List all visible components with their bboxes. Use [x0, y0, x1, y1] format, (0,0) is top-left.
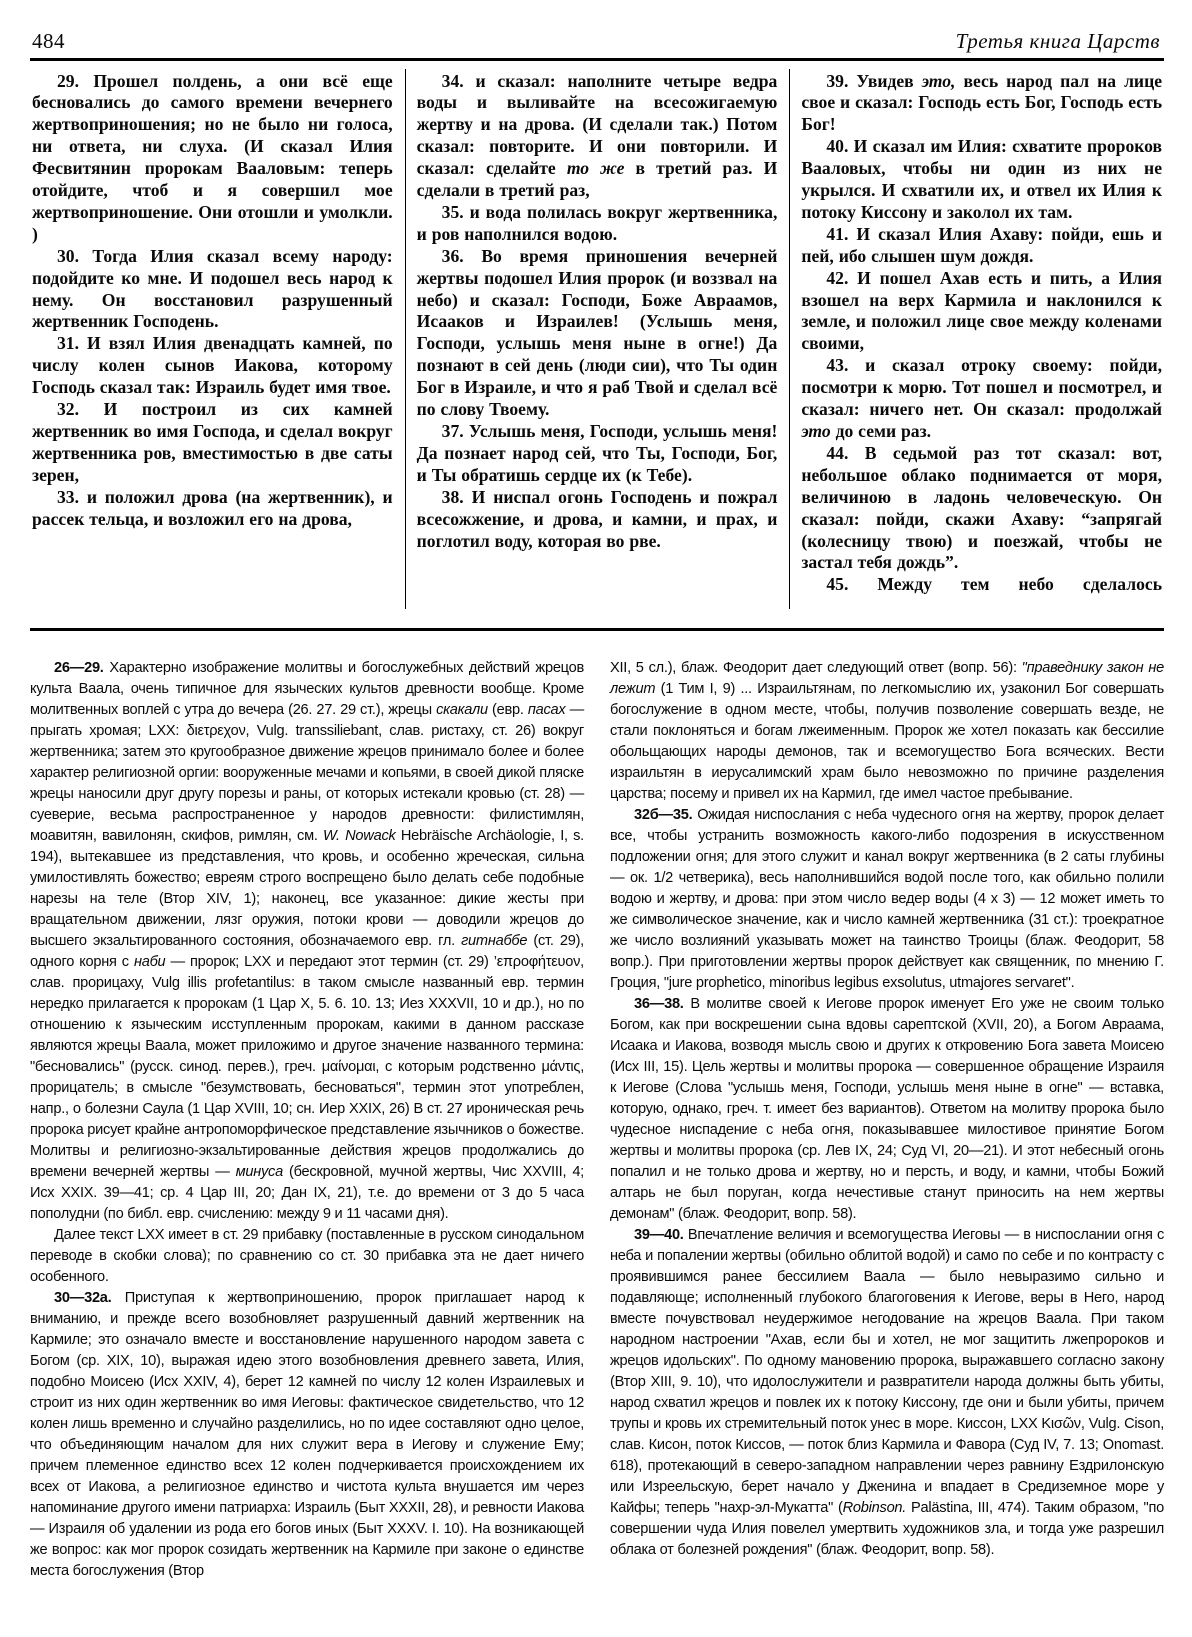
paragraph: 34. и сказал: наполните четыре ведра воды и выливайте на всесожигаемую жертву и на дрова. (И сделали так.) Потом сказал: повторите. И они повторили. И сказал: сделайте то же в третий раз. И сделали в третий раз, [416, 70, 778, 201]
paragraph: 31. И взял Илия двенадцать камней, по числу колен сынов Иакова, которому Господь сказал так: Израиль будет имя твое. [32, 333, 393, 398]
commentary-column-left [30, 658, 584, 1582]
paragraph: 36. Во время приношения вечерней жертвы подошел Илия пророк (и воззвал на небо) и сказал: Господи, Боже Авраамов, Исааков и Израилев! (Услышь меня, Господи, услышь меня ныне в огне!) Да познают в сей день (люди сии), что Ты один Бог в Израиле, и что я раб Твой и сделал всё по слову Твоему. [416, 245, 778, 420]
paragraph: 42. И пошел Ахав есть и пить, а Илия взошел на верх Кармила и наклонился к земле, и положил лице свое между коленами своими, [801, 267, 1163, 354]
commentary-column-right [610, 658, 1164, 1582]
section-divider-rule [30, 628, 1164, 631]
scripture-column-3 [789, 69, 1164, 609]
paragraph: 45. Между тем небо сделалось [826, 574, 1163, 595]
commentary-section [30, 658, 1164, 1582]
paragraph: 43. и сказал отроку своему: пойди, посмотри к морю. Тот пошел и посмотрел, и сказал: ничего нет. Он сказал: продолжай это до семи раз. [801, 355, 1163, 441]
paragraph: 26—29. Характерно изображение молитвы и богослужебных действий жрецов культа Ваала, очень типичное для языческих культов древности вообще. Кроме молитвенных воплей с утра до вечера (26. 27. 29 ст.), жрецы скакали (евр. пасах — прыгать хромая; LXX: διετρεχον, Vulg. transsiliebant, слав. ристаху, ст. 26) вокруг жертвенника; затем это кругообразное движение жрецов принимало более и более характер религиозной оргии: вооруженные мечами и копьями, в своей дикой пляске жрецы наносили друг другу порезы и раны, от которых истекали кровью (ст. 28) — суеверие, весьма распространенное у народов древности: филистимлян, моавитян, вавилонян, скифов, римлян, см. W. Nowack Hebräische Archäologie, I, s. 194), вытекавшее из представления, что кровь, и особенно жреческая, сильна умилостивлять божество; евреям строго воспрещено было делать себе подобные нарезы на теле (Втор XIV, 1); наконец, все указанное: дикие жесты при вращательном движении, лязг оружия, потоки крови — доводили жрецов до высшего экзальтированного состояния, обозначаемого евр. гл. гитнаббе (ст. 29), одного корня с наби — пророк; LXX и передают этот термин (ст. 29) ’επροφήτευον, слав. прорицаху, Vulg illis profetantilus: в таком смысле названный евр. термин нередко прилагается к пророкам (1 Цар X, 5. 6. 10. 13; Иез XXXVII, 10 и др.), но по отношению к языческим исступленным пророкам, какими в данном рассказе являются жрецы Ваала, может приложимо и другое значение названного термина: "бесновались" (русск. синод. перев.), греч. μαίνομαι, с которым родственно μάντις, прорицатель; в смысле "безумствовать, бесноваться", термин этот употреблен, напр., о болезни Саула (1 Цар XVIII, 10; сн. Иер XXIX, 26) В ст. 27 ироническая речь пророка рисует крайне антропоморфическое представление язычников о божестве. Молитвы и религиозно-экзальтированные действия жрецов продолжались до времени вечерней жертвы — минуса (бескровной, мучной жертвы, Чис XXVIII, 4; Исх XXIX. 39—41; ср. 4 Цар III, 20; Дан IX, 21), т.е. до времени от 3 до 5 часа пополудни (по библ. евр. счислению: между 9 и 11 часами дня). [30, 659, 584, 1222]
paragraph: XII, 5 сл.), блаж. Феодорит дает следующий ответ (вопр. 56): "праведнику закон не лежит (1 Тим I, 9) ... Израильтянам, по легкомыслию их, узаконил Бог совершать богослужение в одном месте, чтобы, получив позволение совершать везде, не стали поклоняться и богам лжеименным. Пророк же хотел показать как бессилие обольщающих народы демонов, так и всемогущество Бога всяческих. Вести израильтян в иерусалимский храм было невозможно по причине разделения царства; посему и привел их на Кармил, где имел частое пребывание. [610, 659, 1165, 802]
paragraph: 33. и положил дрова (на жертвенник), и рассек тельца, и возложил его на дрова, [32, 486, 393, 529]
paragraph: 38. И ниспал огонь Господень и пожрал всесожжение, и дрова, и камни, и прах, и поглотил воду, которая во рве. [416, 486, 778, 551]
paragraph: 44. В седьмой раз тот сказал: вот, небольшое облако поднимается от моря, величиною в ладонь человеческую. Он сказал: пойди, скажи Ахаву: “запрягай (колесницу твою) и поезжай, чтобы не застал тебя дождь”. [801, 442, 1163, 573]
page-header [30, 10, 1164, 58]
paragraph: 39. Увидев это, весь народ пал на лице свое и сказал: Господь есть Бог, Господь есть Бог! [801, 70, 1163, 135]
scripture-column-2 [405, 69, 790, 609]
paragraph: 29. Прошел полдень, а они всё еще бесновались до самого времени вечернего жертвоприношения; но не было ни голоса, ни ответа, ни слуха. (И сказал Илия Фесвитянин пророкам Вааловым: теперь отойдите, чтоб и я совершил мое жертвоприношение. Они отошли и умолкли. ) [32, 70, 393, 244]
header-rule [30, 58, 1164, 61]
paragraph: 41. И сказал Илия Ахаву: пойди, ешь и пей, ибо слышен шум дождя. [801, 223, 1163, 266]
paragraph: 35. и вода полилась вокруг жертвенника, и ров наполнился водою. [416, 201, 778, 244]
paragraph: 37. Услышь меня, Господи, услышь меня! Да познает народ сей, что Ты, Господи, Бог, и Ты обратишь сердце их (к Тебе). [416, 421, 778, 485]
paragraph: 36—38. В молитве своей к Иегове пророк именует Его уже не своим только Богом, как при воскрешении сына вдовы сарептской (XVII, 20), а Богом Авраама, Исаака и Иакова, возводя мысль свою и других к откровению Бога завета Моисею (Исх III, 15). Цель жертвы и молитвы пророка — совершенное обращение Израиля к Иегове (Слова "услышь меня, Господи, услышь меня ныне в огне" — вставка, которую, однако, греч. т. имеет без вариантов). Ответом на молитву пророка было чудесное ниспадение с неба огня, показывавшее милостивое принятие Богом жертвы и молитвы пророка (ср. Лев IX, 24; Суд VI, 20—21). И этот небесный огонь попалил и не только дрова и жертву, но и персть, и воду, и камни, чтобы Божий алтарь не был поруган, когда нечестивые станут приносить на нем жертвы демонам" (блаж. Феодорит, вопр. 58). [610, 995, 1164, 1222]
running-title: Третья книга Царств [955, 29, 1160, 53]
paragraph: 32. И построил из сих камней жертвенник во имя Господа, и сделал вокруг жертвенника ров, вместимостью в две саты зерен, [32, 399, 393, 485]
paragraph: Далее текст LXX имеет в ст. 29 прибавку (поставленные в русском синодальном переводе в скобки слова); по сравнению со ст. 30 прибавка эта не дает ничего особенного. [30, 1226, 584, 1285]
page-number: 484 [32, 29, 65, 53]
paragraph: 32б—35. Ожидая ниспослания с неба чудесного огня на жертву, пророк делает все, чтобы устранить возможность какого-либо подозрения в искусственном подложении огня; для этого служит и канал вокруг жертвенника (в 2 саты глубины — ок. 1/2 четверика), весь наполнившийся водой после того, как обильно полили водою и жертву, и дрова: при этом число ведер воды (4 х 3) — 12 может иметь то же символическое значение, как и число камней жертвенника (31 ст.): троекратное же число возлияний указывать может на таинство Троицы (блаж. Феодорит, 58 вопр.). При приготовлении жертвы пророк действует как священник, по мнению Г. Гроция, "jure prophetico, minoribus legibus exsolutus, utmajores servaret". [610, 806, 1164, 991]
paragraph: 39—40. Впечатление величия и всемогущества Иеговы — в ниспослании огня с неба и попалении жертвы (обильно облитой водой) и само по себе и по контрасту с проявившимся ранее бессилием Ваала — было невыразимо сильно и подавляюще; исполненный глубокого благоговения к Иегове, веры в Него, народ вместе почувствовал неудержимое негодование на жрецов Ваала. При таком народном настроении "Ахав, если бы и хотел, не мог защитить лжепророков и жрецов идольских". По одному мановению пророка, выражавшего согласно закону (Втор XIII, 9. 10), что идолослужители и развратители народа должны быть убиты, народ схватил жрецов и повлек их к потоку Киссону, где они и были убиты, причем трупы и кровь их стремительный поток унес в море. Киссон, LXX Κισῶν, Vulg. Cison, слав. Кисон, поток Киссов, — поток близ Кармила и Фавора (Суд IV, 7. 13; Onomast. 618), протекающий в северо-западном направлении через равнину Ездрилонскую или Изреельскую, берет начало у Дженина и впадает в Средиземное море у Кайфы; теперь "нахр-эл-Мукатта" (Robinson. Palästina, III, 474). Таким образом, "по совершении чуда Илия повелел умертвить художников зла, и тогда уже разрешил облака от болезней рождения" (блаж. Феодорит, вопр. 58). [610, 1226, 1164, 1558]
scripture-column-1 [30, 69, 405, 609]
paragraph: 30—32а. Приступая к жертвоприношению, пророк приглашает народ к вниманию, и прежде всего возобновляет разрушенный давний жертвенник на Кармиле; это означало вместе и восстановление нарушенного народом завета с Богом (ср. XIX, 10), выражая идею этого возобновления древнего завета, Илия, подобно Моисею (Исх XXIV, 4), берет 12 камней по числу 12 колен Израилевых и строит из них один жертвенник во имя Иеговы: фактическое свидетельство, что 12 колен лишь временно и случайно разделились, но по идее составляют одно целое, что объединяющим началом для них служит вера в Иегову и служение Ему; причем племенное единство всех 12 колен подчеркивается происхождением их всех от Иакова, а религиозное единство и чистота культа внушается им через напоминание другого имени патриарха: Израиль (Быт XXXII, 28), и ревности Иакова — Израиля об удалении из рода его богов иных (Быт XXXV. I. 10). На возникающей же вопрос: как мог пророк созидать жертвенник на Кармиле при законе о единстве места богослужения (Втор [30, 1289, 584, 1579]
scripture-section [30, 69, 1164, 609]
paragraph: 30. Тогда Илия сказал всему народу: подойдите ко мне. И подошел весь народ к нему. Он восстановил разрушенный жертвенник Господень. [32, 245, 393, 332]
paragraph: 40. И сказал им Илия: схватите пророков Вааловых, чтобы ни один из них не укрылся. И схватили их, и отвел их Илия к потоку Киссону и заколол их там. [801, 136, 1163, 222]
